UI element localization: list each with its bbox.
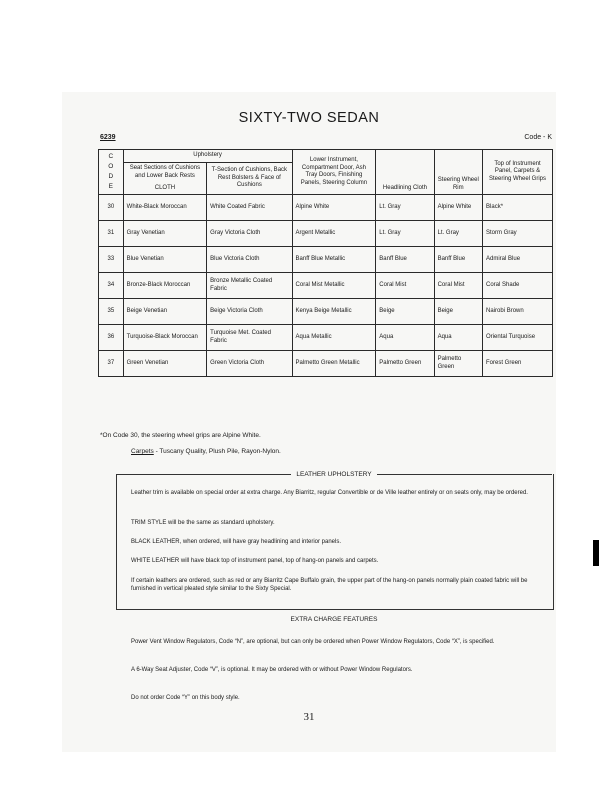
headlining-header: Headlining Cloth	[376, 150, 434, 195]
cell-tsection: White Coated Fabric	[207, 195, 292, 221]
cell-tsection: Turquoise Met. Coated Fabric	[207, 325, 292, 351]
cell-seat: Beige Venetian	[123, 299, 207, 325]
table-row	[99, 325, 553, 351]
table-row	[99, 247, 553, 273]
cell-steering: Aqua	[434, 325, 482, 351]
table-row	[99, 221, 553, 247]
cell-code: 33	[99, 247, 124, 273]
cell-top: Storm Gray	[483, 221, 553, 247]
cell-code: 36	[99, 325, 124, 351]
cell-seat: Bronze-Black Moroccan	[123, 273, 207, 299]
cell-headlining: Lt. Gray	[376, 221, 434, 247]
cell-tsection: Bronze Metallic Coated Fabric	[207, 273, 292, 299]
leather-paragraph: If certain leathers are ordered, such as red or any Biarritz Cape Buffalo grain, the upper part of the hang-on panels normally plain coated fabric will be furnished in vertical pleated style similar to the Sixty Special.	[131, 578, 528, 593]
table-row	[99, 351, 553, 377]
cell-lower: Banff Blue Metallic	[292, 247, 376, 273]
style-number: 6239	[100, 134, 116, 141]
t-section-header: T-Section of Cushions, Back Rest Bolsters & Face of Cushions	[207, 162, 292, 195]
cell-steering: Alpine White	[434, 195, 482, 221]
cell-top: Nairobi Brown	[483, 299, 553, 325]
extra-paragraph: Do not order Code “Y” on this body style.	[131, 695, 240, 701]
cell-lower: Coral Mist Metallic	[292, 273, 376, 299]
cell-headlining: Beige	[376, 299, 434, 325]
table-row	[99, 195, 553, 221]
leather-paragraph: WHITE LEATHER will have black top of instrument panel, top of hang-on panels and carpets.	[131, 558, 379, 564]
cell-top: Black*	[483, 195, 553, 221]
cell-seat: White-Black Moroccan	[123, 195, 207, 221]
cell-tsection: Gray Victoria Cloth	[207, 221, 292, 247]
code-label: Code - K	[524, 134, 552, 141]
cell-top: Forest Green	[483, 351, 553, 377]
carpets-label: Carpets	[131, 448, 154, 455]
extra-paragraph: Power Vent Window Regulators, Code “N”, are optional, but can only be ordered when Power Window Regulators, Code “X”, is specified.	[131, 639, 495, 645]
top-instrument-header: Top of Instrument Panel, Carpets & Steering Wheel Grips	[483, 150, 553, 195]
cell-headlining: Palmetto Green	[376, 351, 434, 377]
cell-seat: Gray Venetian	[123, 221, 207, 247]
cell-seat: Green Venetian	[123, 351, 207, 377]
leather-paragraph: BLACK LEATHER, when ordered, will have gray headlining and interior panels.	[131, 539, 342, 545]
cell-steering: Banff Blue	[434, 247, 482, 273]
cell-tsection: Beige Victoria Cloth	[207, 299, 292, 325]
table-row	[99, 299, 553, 325]
extra-charge-heading: EXTRA CHARGE FEATURES	[290, 616, 378, 623]
upholstery-header: Upholstery	[123, 150, 292, 163]
page-title: SIXTY-TWO SEDAN	[238, 110, 380, 126]
carpets-note	[131, 448, 281, 455]
table-row	[99, 273, 553, 299]
cell-lower: Aqua Metallic	[292, 325, 376, 351]
cell-headlining: Lt. Gray	[376, 195, 434, 221]
cell-code: 30	[99, 195, 124, 221]
cell-code: 31	[99, 221, 124, 247]
extra-paragraph: A 6-Way Seat Adjuster, Code “V”, is optional. It may be ordered with or without Power Window Regulators.	[131, 667, 413, 673]
leather-paragraph: TRIM STYLE will be the same as standard upholstery.	[131, 520, 275, 526]
cell-top: Oriental Turquoise	[483, 325, 553, 351]
cell-steering: Beige	[434, 299, 482, 325]
seat-section-header: Seat Sections of Cushions and Lower Back Rests	[123, 162, 207, 183]
trim-table	[98, 149, 553, 377]
cell-lower: Kenya Beige Metallic	[292, 299, 376, 325]
code-column-header: C O D E	[99, 150, 124, 195]
trim-table-body	[99, 195, 553, 377]
cell-tsection: Green Victoria Cloth	[207, 351, 292, 377]
cell-code: 37	[99, 351, 124, 377]
cell-seat: Blue Venetian	[123, 247, 207, 273]
footnote: *On Code 30, the steering wheel grips are Alpine White.	[100, 432, 261, 439]
cell-code: 34	[99, 273, 124, 299]
cell-lower: Palmetto Green Metallic	[292, 351, 376, 377]
cell-seat: Turquoise-Black Moroccan	[123, 325, 207, 351]
cell-headlining: Coral Mist	[376, 273, 434, 299]
cell-steering: Coral Mist	[434, 273, 482, 299]
cell-top: Admiral Blue	[483, 247, 553, 273]
leather-heading-label: LEATHER UPHOLSTERY	[296, 470, 372, 478]
cell-lower: Argent Metallic	[292, 221, 376, 247]
page-number: 31	[303, 711, 315, 723]
cell-headlining: Aqua	[376, 325, 434, 351]
cell-tsection: Blue Victoria Cloth	[207, 247, 292, 273]
steering-wheel-header: Steering Wheel Rim	[434, 150, 482, 195]
lower-instrument-header: Lower Instrument, Compartment Door, Ash Tray Doors, Finishing Panels, Steering Column	[292, 150, 376, 195]
edge-mark	[593, 540, 599, 566]
cloth-header: CLOTH	[123, 183, 207, 195]
cell-top: Coral Shade	[483, 273, 553, 299]
cell-steering: Lt. Gray	[434, 221, 482, 247]
carpets-text: - Tuscany Quality, Plush Pile, Rayon-Nylon.	[153, 448, 281, 455]
cell-lower: Alpine White	[292, 195, 376, 221]
cell-steering: Palmetto Green	[434, 351, 482, 377]
cell-headlining: Banff Blue	[376, 247, 434, 273]
cell-code: 35	[99, 299, 124, 325]
leather-paragraph: Leather trim is available on special order at extra charge. Any Biarritz, regular Convertible or de Ville leather entirely or on seats only, may be ordered.	[131, 490, 528, 496]
